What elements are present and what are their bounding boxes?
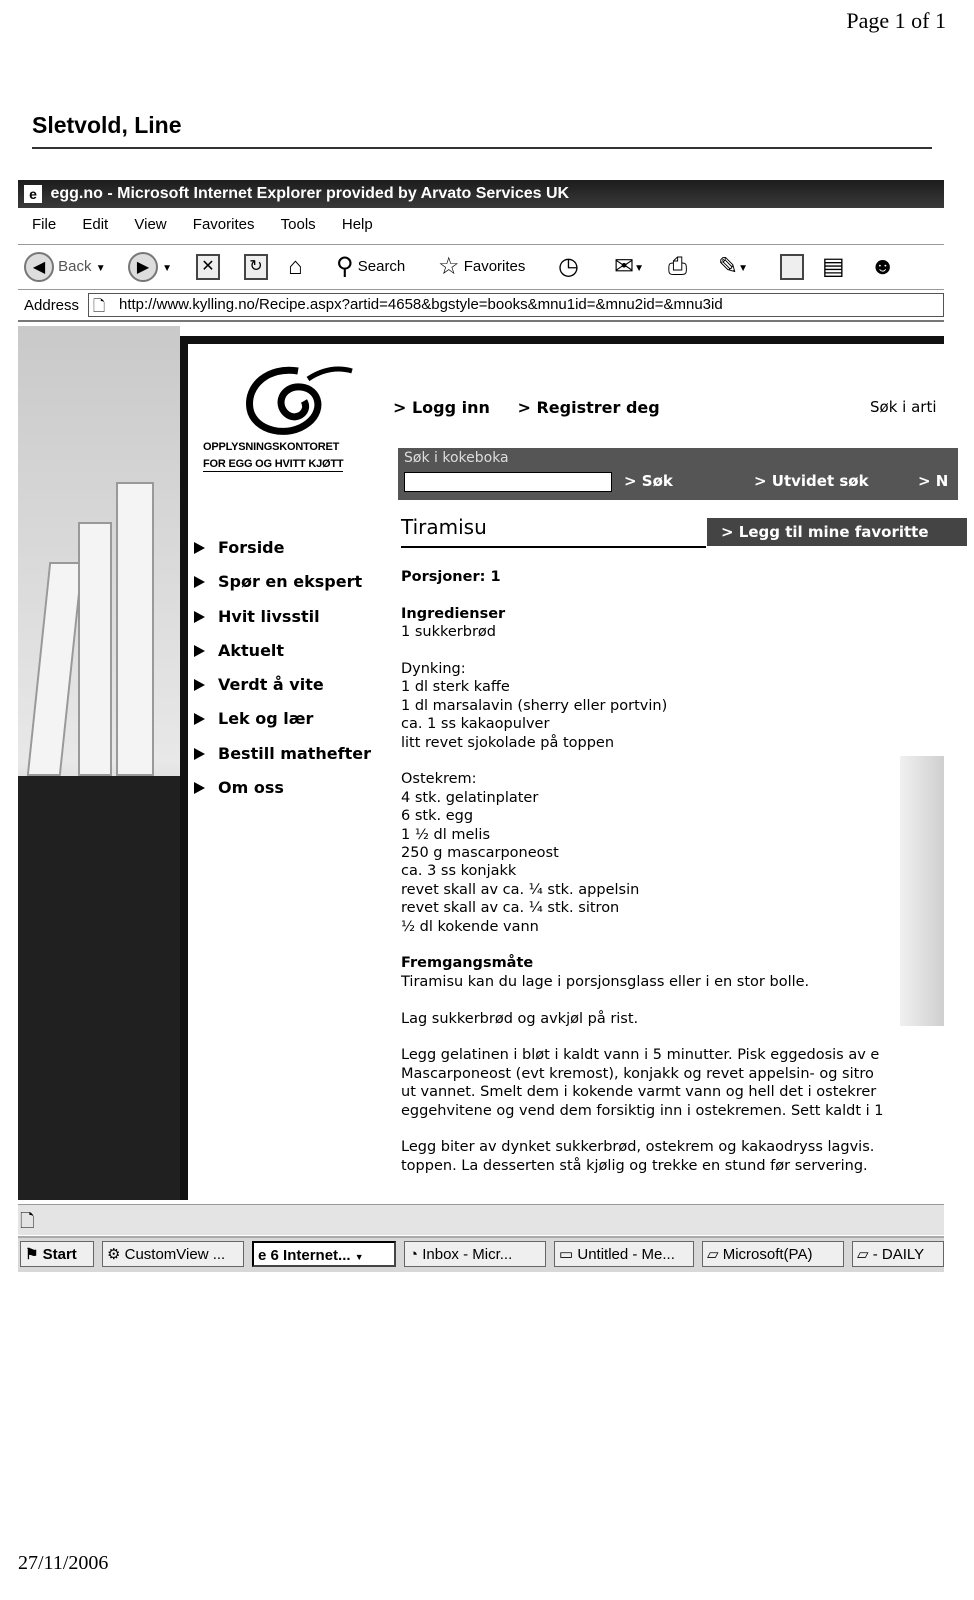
menu-edit[interactable]: Edit [82,216,109,233]
ingredient-line: litt revet sjokolade på toppen [401,734,615,751]
research-button[interactable] [822,251,845,283]
document-date: 27/11/2006 [18,1552,109,1574]
ingredient-line: 1 sukkerbrød [401,624,496,641]
windows-flag-icon: ⚑ [25,1246,39,1263]
ingredients-heading: Ingredienser [401,605,506,622]
ingredients-list [401,623,961,641]
nav-label: Lek og lær [218,709,314,729]
arrow-bullet-icon [194,748,205,760]
arrow-bullet-icon [194,645,205,657]
internet-explorer-icon: e [258,1247,267,1264]
menu-bar [18,212,381,238]
home-icon: ⌂ [288,253,303,281]
forward-dropdown-icon: ▼ [162,263,173,274]
internet-explorer-icon: e [24,185,42,203]
arrow-bullet-icon [194,713,205,725]
ingredient-line: 1 ½ dl melis [401,826,490,843]
cookbook-search-bar [398,448,958,500]
nav-label: Bestill mathefter [218,743,371,763]
refresh-icon: ↻ [244,254,268,280]
ostekrem-list [401,789,961,936]
nav-item-forside[interactable] [190,531,371,565]
logo-text-line2: FOR EGG OG HVITT KJØTT [203,458,344,470]
document-icon: ▭ [559,1246,574,1263]
taskbar-item-label: CustomView ... [124,1246,226,1263]
nav-label: Om oss [218,778,284,798]
menu-view[interactable]: View [134,216,167,233]
taskbar-item-internet[interactable] [252,1241,396,1267]
taskbar-item-microsoft-pa[interactable] [702,1241,844,1267]
content-frame-left [180,336,188,1200]
ingredient-line: 4 stk. gelatinplater [401,789,539,806]
ostekrem-heading: Ostekrem: [401,771,477,788]
star-icon: ☆ [438,253,460,281]
research-icon: ▤ [822,253,845,281]
method-paragraph-line: Tiramisu kan du lage i porsjonsglass eller i en stor bolle. [401,973,810,990]
stop-button[interactable] [196,251,220,283]
content-frame-top [180,336,944,344]
outlook-icon: ◔ [409,1246,419,1263]
taskbar-item-untitled[interactable] [554,1241,694,1267]
arrow-bullet-icon [194,576,205,588]
taskbar-item-label: 6 Internet... [270,1247,351,1264]
address-field[interactable] [88,293,944,317]
web-page [18,326,949,1200]
gear-icon: ⚙ [107,1246,121,1263]
method-heading: Fremgangsmåte [401,955,534,972]
dynking-list [401,678,961,752]
ingredient-line: 1 dl marsalavin (sherry eller portvin) [401,697,668,714]
menu-file[interactable]: File [32,216,57,233]
favorites-label: Favorites [463,258,526,275]
forward-button[interactable] [128,251,172,283]
recipe-title: Tiramisu [401,518,706,548]
site-navigation [190,531,371,805]
nav-item-om-oss[interactable] [190,771,371,805]
nav-item-verdt-a-vite[interactable] [190,668,371,702]
nav-item-spor-en-ekspert[interactable] [190,565,371,599]
taskbar-item-label: Microsoft(PA) [722,1246,813,1263]
add-to-favorites-button[interactable]: > Legg til mine favoritte [707,518,967,546]
ingredient-line: ca. 1 ss kakaopulver [401,716,550,733]
ingredient-line: ca. 3 ss konjakk [401,863,517,880]
taskbar-item-label: - DAILY [872,1246,925,1263]
search-icon: ⚲ [336,253,354,281]
mail-button[interactable] [614,251,644,283]
taskbar-item-label: Inbox - Micr... [422,1246,513,1263]
ingredient-line: 250 g mascarponeost [401,845,559,862]
page-status-icon: 🗋 [20,1211,35,1231]
search-button[interactable] [336,251,405,283]
nav-item-hvit-livsstil[interactable] [190,600,371,634]
status-bar [18,1204,944,1235]
method-paragraph-line: Mascarponeost (evt kremost), konjakk og revet appelsin- og sitro [401,1065,874,1082]
register-link[interactable]: > Registrer deg [517,398,660,417]
method-paragraph-line: ut vannet. Smelt dem i kokende varmt vann og hell det i ostekrer [401,1084,877,1101]
arrow-bullet-icon [194,782,205,794]
login-link[interactable]: > Logg inn [393,398,490,417]
start-label: Start [42,1246,77,1263]
method-paragraph-line: Legg gelatinen i bløt i kaldt vann i 5 minutter. Pisk eggedosis av e [401,1047,880,1064]
address-bar [18,292,944,322]
history-button[interactable] [558,251,579,283]
search-articles-label[interactable]: Søk i arti [870,398,937,416]
method-paragraph-line: Legg biter av dynket sukkerbrød, ostekrem og kakaodryss lagvis. [401,1139,875,1156]
mail-dropdown-icon: ▼ [634,263,645,274]
browser-screenshot [18,180,949,1274]
window-titlebar [18,180,944,208]
ingredient-line: ½ dl kokende vann [401,918,539,935]
chevron-down-icon: ▼ [354,1252,364,1262]
nav-item-bestill-mathefter[interactable] [190,737,371,771]
discuss-button[interactable] [780,251,804,283]
messenger-icon: ☻ [870,253,896,281]
method-paragraph-line: eggehvitene og vend dem forsiktig inn i ostekremen. Sett kaldt i 1 [401,1102,884,1119]
windows-taskbar [18,1236,944,1272]
nav-label: Aktuelt [218,640,285,660]
home-button[interactable] [288,251,303,283]
taskbar-item-daily[interactable] [852,1241,944,1267]
nav-label: Spør en ekspert [218,572,363,592]
page-icon: 🗋 [93,298,106,315]
back-arrow-icon: ◀ [24,252,54,282]
menu-help[interactable]: Help [341,216,373,233]
nav-label: Forside [218,538,285,557]
nav-label: Hvit livsstil [218,606,320,626]
ingredient-line: 1 dl sterk kaffe [401,679,510,696]
nav-item-aktuelt[interactable] [190,634,371,668]
recipe-content [401,515,961,1175]
cookbook-search-label: Søk i kokeboka [404,450,509,466]
window-title: egg.no - Microsoft Internet Explorer provided by Arvato Services UK [50,185,570,202]
folder-icon: ▱ [857,1246,869,1263]
ingredient-line: revet skall av ca. ¼ stk. appelsin [401,881,640,898]
favorites-button[interactable] [438,251,525,283]
address-url: http://www.kylling.no/Recipe.aspx?artid=4658&bgstyle=books&mnu1id=&mnu2id=&mnu3id [119,296,723,313]
method-paragraph-line: toppen. La desserten stå kjølig og trekke en stund før servering. [401,1157,868,1174]
start-button[interactable] [20,1241,94,1267]
address-label: Address [24,297,80,314]
ingredient-line: revet skall av ca. ¼ stk. sitron [401,900,620,917]
advanced-search-link[interactable]: > Utvidet søk [754,472,869,490]
refresh-button[interactable] [244,251,268,283]
taskbar-item-inbox[interactable] [404,1241,546,1267]
arrow-bullet-icon [194,611,205,623]
edit-button[interactable] [718,251,748,283]
taskbar-item-customview[interactable] [102,1241,244,1267]
edit-dropdown-icon: ▼ [738,263,749,274]
books-illustration [38,476,168,776]
print-icon: ⎙ [668,253,688,281]
search-submit-link[interactable]: > Søk [624,472,673,490]
document-author-name: Sletvold, Line [32,112,182,138]
stop-icon: ✕ [196,254,220,280]
left-decoration-dark [18,776,180,1200]
edit-icon: ✎ [718,253,739,281]
menu-favorites[interactable]: Favorites [192,216,255,233]
mail-icon: ✉ [614,253,635,281]
logo-text-line1: OPPLYSNINGSKONTORET [203,441,340,453]
forward-arrow-icon: ▶ [128,252,158,282]
back-button[interactable] [24,251,106,283]
page-number-header: Page 1 of 1 [846,8,946,33]
arrow-bullet-icon [194,542,205,554]
dynking-heading: Dynking: [401,661,466,677]
method-paragraph-line: Lag sukkerbrød og avkjøl på rist. [401,1010,639,1027]
cookbook-search-input[interactable] [404,472,612,492]
taskbar-item-label: Untitled - Me... [577,1246,675,1263]
more-link[interactable]: > N [918,472,949,490]
messenger-button[interactable] [870,251,895,283]
nav-label: Verdt å vite [218,675,324,695]
servings: Porsjoner: 1 [401,569,501,585]
browser-toolbar [18,244,944,290]
back-dropdown-icon: ▼ [95,263,106,274]
history-icon: ◷ [558,253,579,281]
print-button[interactable] [668,251,687,283]
search-label: Search [357,258,406,275]
site-logo[interactable] [203,361,378,472]
arrow-bullet-icon [194,679,205,691]
nav-item-lek-og-laer[interactable] [190,702,371,736]
header-divider [32,147,932,149]
back-label: Back [58,258,92,275]
ingredient-line: 6 stk. egg [401,808,474,825]
egg-swirl-logo-icon [238,361,358,441]
recipe-photo [900,756,944,1026]
top-links [393,398,682,417]
menu-tools[interactable]: Tools [280,216,316,233]
folder-icon: ▱ [707,1246,719,1263]
discuss-icon [780,254,804,280]
